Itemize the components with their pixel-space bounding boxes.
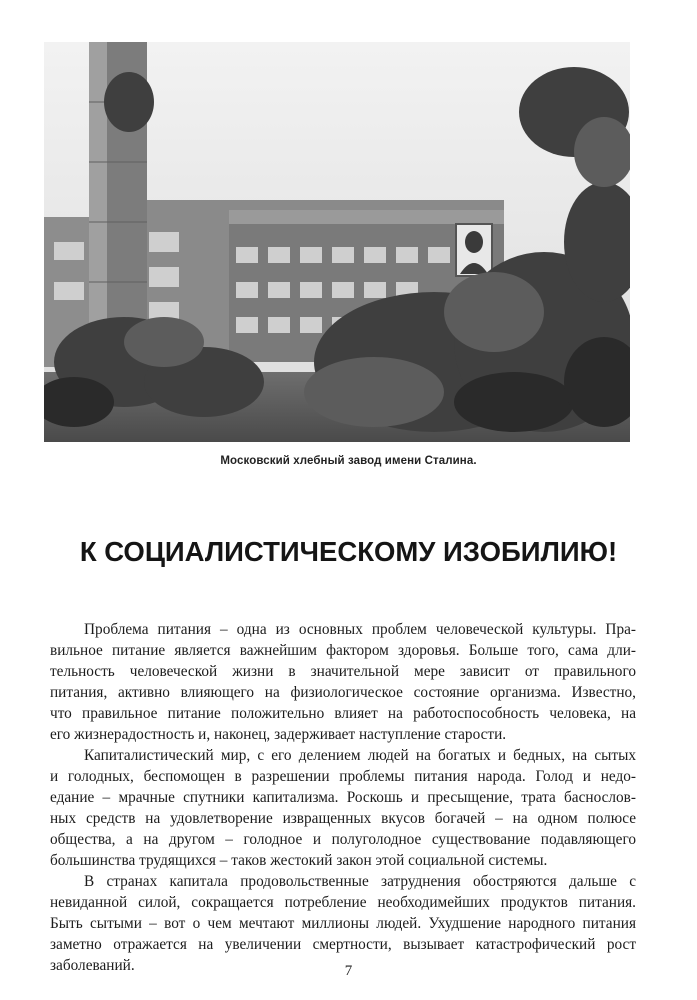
- factory-photo-illustration: [44, 42, 630, 442]
- paragraph: [50, 745, 636, 871]
- text-line: вильное питание является важнейшим фактором здоровья. Больше того, сама дли-: [50, 642, 636, 659]
- paragraph: [50, 871, 636, 976]
- text-line: ных средств на удовлетворение извращенных вкусов богачей – на одном полюсе: [50, 810, 636, 827]
- text-line: заболеваний.: [50, 957, 135, 974]
- text-line: питания, активно влияющего на физиологическое состояние организма. Известно,: [50, 684, 636, 701]
- text-line: Проблема питания – одна из основных проблем человеческой культуры. Пра-: [84, 621, 636, 638]
- text-line: его жизнерадостность и, наконец, задерживает наступление старости.: [50, 726, 507, 743]
- text-line: В странах капитала продовольственные затруднения обостряются дальше с: [84, 873, 636, 890]
- text-line: тельность человеческой жизни в значительной мере зависит от правильного: [50, 663, 636, 680]
- photo-caption: Московский хлебный завод имени Сталина.: [220, 455, 477, 467]
- page-number: 7: [344, 963, 353, 979]
- text-line: заметно отражается на увеличении смертности, вызывает катастрофический рост: [50, 936, 636, 953]
- text-line: едание – мрачные спутники капитализма. Роскошь и пресыщение, трата баснослов-: [50, 789, 636, 806]
- article-title: К СОЦИАЛИСТИЧЕСКОМУ ИЗОБИЛИЮ!: [79, 536, 618, 567]
- text-line: невиданной силой, сокращается потребление необходимейших продуктов питания.: [50, 894, 636, 911]
- text-line: большинства трудящихся – таков жестокий закон этой социальной системы.: [50, 852, 548, 869]
- factory-photo: [44, 42, 630, 442]
- text-line: и голодных, беспомощен в разрешении проблемы питания народа. Голод и недо-: [50, 768, 636, 785]
- text-line: Быть сытыми – вот о чем мечтают миллионы людей. Ухудшение народного питания: [50, 915, 636, 932]
- text-line: Капиталистический мир, с его делением людей на богатых и бедных, на сытых: [84, 747, 636, 764]
- paragraph: [50, 619, 636, 745]
- text-line: что правильное питание положительно влияет на работоспособность человека, на: [50, 705, 636, 722]
- article-body: [50, 619, 636, 976]
- text-line: общества, а на другом – голодное и полуголодное существование подавляющего: [50, 831, 636, 848]
